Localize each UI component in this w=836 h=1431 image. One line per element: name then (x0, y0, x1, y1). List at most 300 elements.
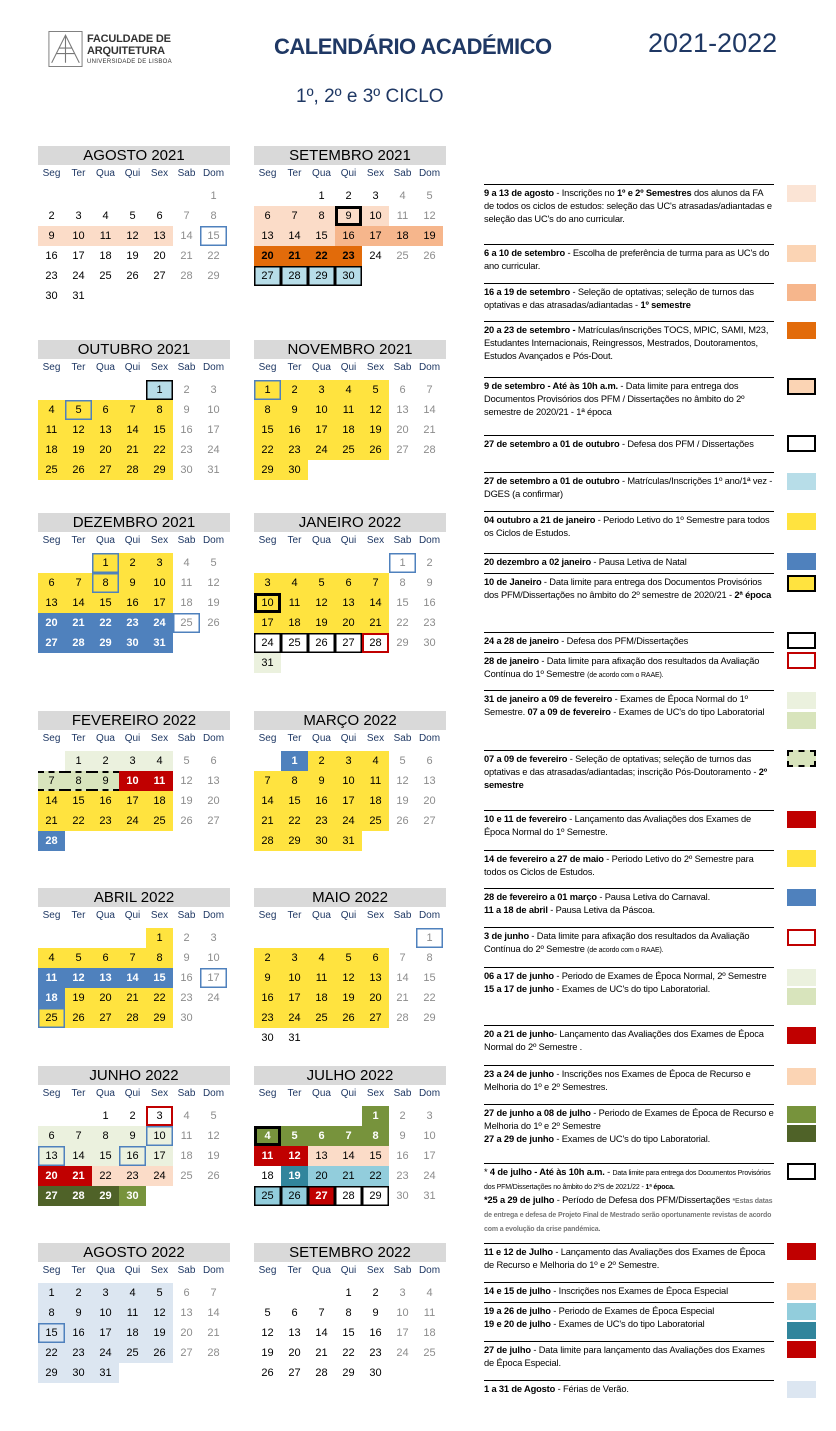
week-row (254, 553, 446, 573)
week-row (38, 928, 230, 948)
day-cell: 28 (119, 1008, 146, 1028)
day-cell: 12 (423, 210, 436, 222)
day-cell: 9 (119, 573, 146, 593)
day-cell: 8 (399, 577, 406, 589)
day-cell: 22 (396, 617, 409, 629)
week-row (254, 988, 446, 1008)
event-item: 31 de janeiro a 09 de fevereiro - Exames de Época Normal do 1º Semestre. 07 a 09 de fevereiro - Exames de UC's do tipo Laboratorial (484, 690, 774, 719)
week-row (38, 266, 230, 286)
day-cell: 3 (146, 1106, 173, 1126)
academic-year: 2021-2022 (648, 28, 778, 58)
day-cell: 2 (426, 557, 433, 569)
week-row (254, 1323, 446, 1343)
day-cell: 17 (254, 613, 281, 633)
legend-swatch (787, 1381, 816, 1398)
day-cell: 5 (362, 380, 389, 400)
day-cell: 26 (146, 1343, 173, 1363)
day-cell: 14 (65, 1146, 92, 1166)
weekday-label: Qua (96, 168, 115, 179)
weekday-label: Sab (393, 1088, 412, 1099)
day-cell: 27 (308, 1186, 335, 1206)
day-cell: 1 (92, 553, 119, 573)
weekday-label: Sab (177, 1088, 196, 1099)
weekday-label: Qua (96, 733, 115, 744)
day-cell: 13 (254, 226, 281, 246)
logo-line2: UNIVERSIDADE DE LISBOA (86, 59, 172, 65)
day-cell: 12 (180, 775, 193, 787)
week-row (38, 593, 230, 613)
day-cell: 25 (281, 633, 308, 653)
empty-cell (335, 460, 362, 480)
weekday-label: Qui (124, 535, 141, 546)
day-cell: 26 (335, 1008, 362, 1028)
day-cell: 29 (342, 1367, 355, 1379)
month-calendar (254, 146, 446, 286)
weekday-label: Seg (42, 733, 61, 744)
day-cell: 17 (423, 1150, 436, 1162)
week-row (38, 988, 230, 1008)
day-cell: 4 (146, 751, 173, 771)
day-cell: 1 (65, 751, 92, 771)
legend-swatch (787, 513, 816, 530)
day-cell: 30 (396, 1190, 409, 1202)
week-row (38, 948, 230, 968)
weekday-label: Qui (340, 1265, 357, 1276)
day-cell: 24 (254, 633, 281, 653)
day-cell: 20 (396, 424, 409, 436)
weekday-label: Dom (418, 1265, 441, 1276)
weekday-label: Sex (366, 168, 385, 179)
day-cell: 5 (399, 755, 406, 767)
week-row (38, 1166, 230, 1186)
day-cell: 22 (92, 1166, 119, 1186)
day-cell: 21 (180, 250, 193, 262)
weekday-label: Qui (340, 168, 357, 179)
empty-cell (146, 1186, 173, 1206)
empty-cell (281, 1283, 308, 1303)
day-cell: 29 (362, 1186, 389, 1206)
weekday-label: Sex (150, 1265, 169, 1276)
day-cell: 11 (92, 226, 119, 246)
day-cell: 17 (308, 420, 335, 440)
day-cell: 25 (254, 1186, 281, 1206)
day-cell: 21 (119, 988, 146, 1008)
day-cell: 1 (281, 751, 308, 771)
day-cell: 18 (308, 988, 335, 1008)
day-cell: 18 (281, 613, 308, 633)
day-cell: 13 (180, 1307, 193, 1319)
empty-cell (389, 1028, 416, 1048)
empty-cell (65, 831, 92, 851)
empty-cell (38, 553, 65, 573)
month-title: JUNHO 2022 (38, 1066, 230, 1085)
day-cell: 16 (308, 791, 335, 811)
day-cell: 8 (254, 400, 281, 420)
day-cell: 4 (38, 400, 65, 420)
day-cell: 13 (396, 404, 409, 416)
day-cell: 3 (335, 751, 362, 771)
page-title: CALENDÁRIO ACADÉMICO (274, 34, 552, 59)
empty-cell (173, 186, 200, 206)
day-cell: 24 (423, 1170, 436, 1182)
day-cell: 21 (65, 1166, 92, 1186)
day-cell: 1 (345, 1287, 352, 1299)
weekday-label: Dom (418, 362, 441, 373)
legend-swatch (787, 1341, 816, 1358)
day-cell: 21 (65, 613, 92, 633)
day-cell: 22 (38, 1343, 65, 1363)
day-cell: 7 (318, 1307, 325, 1319)
weekday-header (38, 534, 230, 553)
empty-cell (362, 831, 389, 851)
empty-cell (119, 286, 146, 306)
day-cell: 29 (146, 1008, 173, 1028)
event-item: 10 de Janeiro - Data limite para entrega dos Documentos Provisórios dos PFM/Dissertações no âmbito do 2º semestre de 2020/21 - 2ª época (484, 573, 774, 602)
weekday-header (38, 1087, 230, 1106)
weekday-label: Ter (287, 733, 302, 744)
empty-cell (65, 553, 92, 573)
week-row (254, 1126, 446, 1146)
day-cell: 30 (369, 1367, 382, 1379)
day-cell: 23 (65, 1343, 92, 1363)
weekday-label: Ter (71, 1088, 86, 1099)
weekday-header (254, 534, 446, 553)
week-row (254, 593, 446, 613)
week-row (254, 573, 446, 593)
weekday-label: Sex (150, 362, 169, 373)
day-cell: 3 (372, 190, 379, 202)
day-cell: 4 (426, 1287, 433, 1299)
day-cell: 30 (45, 290, 58, 302)
day-cell: 27 (180, 1347, 193, 1359)
day-cell: 12 (119, 226, 146, 246)
day-cell: 11 (254, 1146, 281, 1166)
day-cell: 24 (207, 444, 220, 456)
weekday-label: Qua (96, 535, 115, 546)
week-row (38, 186, 230, 206)
week-row (254, 186, 446, 206)
legend-swatch (787, 435, 816, 452)
weekday-label: Dom (202, 733, 225, 744)
day-cell: 31 (146, 633, 173, 653)
weekday-label: Qua (312, 910, 331, 921)
legend-swatch (787, 1106, 816, 1123)
day-cell: 10 (146, 573, 173, 593)
empty-cell (254, 1106, 281, 1126)
weekday-label: Sab (393, 910, 412, 921)
empty-cell (92, 831, 119, 851)
day-cell: 20 (423, 795, 436, 807)
weekday-label: Ter (287, 535, 302, 546)
day-cell: 27 (335, 633, 362, 653)
day-cell: 14 (119, 968, 146, 988)
week-row (38, 206, 230, 226)
legend-swatch (787, 1303, 816, 1320)
day-cell: 11 (119, 1303, 146, 1323)
month-calendar (38, 711, 230, 851)
day-cell: 3 (119, 751, 146, 771)
empty-cell (308, 653, 335, 673)
day-cell: 16 (335, 226, 362, 246)
empty-cell (281, 653, 308, 673)
day-cell: 23 (308, 811, 335, 831)
day-cell: 5 (426, 190, 433, 202)
week-row (38, 1283, 230, 1303)
empty-cell (92, 186, 119, 206)
empty-cell (173, 1363, 200, 1383)
event-item: 16 a 19 de setembro - Seleção de optativas; seleção de turnos das optativas e das atrasadas/adiantadas - 1º semestre (484, 283, 774, 312)
week-row (254, 633, 446, 653)
day-cell: 4 (335, 380, 362, 400)
empty-cell (38, 186, 65, 206)
empty-cell (200, 1363, 227, 1383)
day-cell: 31 (335, 831, 362, 851)
week-row (38, 1323, 230, 1343)
week-row (254, 400, 446, 420)
week-row (38, 831, 230, 851)
weekday-label: Seg (42, 535, 61, 546)
empty-cell (335, 1028, 362, 1048)
day-cell: 18 (38, 440, 65, 460)
day-cell: 27 (288, 1367, 301, 1379)
legend-swatch (787, 988, 816, 1005)
empty-cell (146, 1363, 173, 1383)
day-cell: 26 (126, 270, 139, 282)
day-cell: 26 (261, 1367, 274, 1379)
day-cell: 19 (126, 250, 139, 262)
day-cell: 26 (308, 633, 335, 653)
weekday-label: Dom (202, 910, 225, 921)
weekday-header (38, 909, 230, 928)
month-calendar (38, 340, 230, 480)
day-cell: 11 (308, 968, 335, 988)
empty-cell (173, 286, 200, 306)
week-row (254, 1303, 446, 1323)
day-cell: 24 (207, 992, 220, 1004)
week-row (38, 791, 230, 811)
day-cell: 13 (92, 968, 119, 988)
day-cell: 20 (254, 246, 281, 266)
day-cell: 12 (207, 1130, 220, 1142)
weekday-label: Sab (393, 168, 412, 179)
day-cell: 19 (281, 1166, 308, 1186)
empty-cell (335, 928, 362, 948)
day-cell: 7 (119, 400, 146, 420)
month-calendar (254, 513, 446, 673)
day-cell: 27 (92, 460, 119, 480)
weekday-label: Qua (312, 1088, 331, 1099)
month-title: AGOSTO 2021 (38, 146, 230, 165)
weekday-label: Sab (177, 535, 196, 546)
day-cell: 16 (65, 1323, 92, 1343)
day-cell: 27 (396, 444, 409, 456)
day-cell: 2 (119, 553, 146, 573)
day-cell: 16 (396, 1150, 409, 1162)
weekday-header (38, 361, 230, 380)
day-cell: 15 (423, 972, 436, 984)
weekday-label: Qua (312, 168, 331, 179)
day-cell: 9 (38, 226, 65, 246)
day-cell: 11 (180, 1130, 193, 1142)
day-cell: 1 (416, 928, 443, 948)
day-cell: 19 (335, 988, 362, 1008)
weekday-label: Sex (150, 168, 169, 179)
week-row (38, 771, 230, 791)
empty-cell (335, 1106, 362, 1126)
legend-swatch (787, 1125, 816, 1142)
week-row (254, 1283, 446, 1303)
event-item: 27 de junho a 08 de julho - Periodo de Exames de Época de Recurso e Melhoria do 1º e 2º Semestre 27 a 29 de junho - Exames de UC's do tipo Laboratorial. (484, 1104, 774, 1146)
day-cell: 21 (423, 424, 436, 436)
day-cell: 1 (146, 380, 173, 400)
month-calendar (38, 146, 230, 306)
weekday-label: Seg (42, 910, 61, 921)
weekday-label: Sab (177, 910, 196, 921)
week-row (254, 968, 446, 988)
day-cell: 23 (119, 1166, 146, 1186)
empty-cell (200, 831, 227, 851)
weekday-label: Dom (202, 1088, 225, 1099)
day-cell: 30 (180, 464, 193, 476)
day-cell: 23 (119, 613, 146, 633)
day-cell: 11 (38, 968, 65, 988)
event-item: 27 de julho - Data limite para lançamento das Avaliações dos Exames de Época Especial. (484, 1341, 774, 1370)
day-cell: 24 (72, 270, 85, 282)
day-cell: 28 (315, 1367, 328, 1379)
day-cell: 4 (183, 557, 190, 569)
day-cell: 5 (65, 948, 92, 968)
day-cell: 5 (146, 1283, 173, 1303)
day-cell: 6 (291, 1307, 298, 1319)
day-cell: 15 (146, 420, 173, 440)
day-cell: 29 (308, 266, 335, 286)
empty-cell (173, 1186, 200, 1206)
day-cell: 18 (146, 791, 173, 811)
day-cell: 28 (362, 633, 389, 653)
day-cell: 5 (210, 557, 217, 569)
day-cell: 29 (423, 1012, 436, 1024)
day-cell: 16 (119, 1146, 146, 1166)
day-cell: 20 (92, 988, 119, 1008)
day-cell: 8 (308, 206, 335, 226)
day-cell: 13 (207, 775, 220, 787)
day-cell: 7 (65, 1126, 92, 1146)
day-cell: 20 (92, 440, 119, 460)
day-cell: 25 (362, 811, 389, 831)
event-item: 11 e 12 de Julho - Lançamento das Avaliações dos Exames de Época de Recurso e Melhoria do 1º e 2º Semestre. (484, 1243, 774, 1272)
legend-swatch (787, 632, 816, 649)
week-row (38, 968, 230, 988)
weekday-label: Seg (258, 535, 277, 546)
week-row (254, 266, 446, 286)
week-row (38, 460, 230, 480)
day-cell: 16 (180, 972, 193, 984)
day-cell: 20 (335, 613, 362, 633)
day-cell: 11 (396, 210, 409, 222)
day-cell: 13 (362, 968, 389, 988)
event-item: 14 de fevereiro a 27 de maio - Periodo Letivo do 2º Semestre para todos os Ciclos de Estudos. (484, 850, 774, 879)
weekday-header (254, 1264, 446, 1283)
weekday-label: Seg (258, 362, 277, 373)
legend-swatch (787, 245, 816, 262)
day-cell: 24 (396, 1347, 409, 1359)
week-row (254, 1343, 446, 1363)
day-cell: 5 (281, 1126, 308, 1146)
day-cell: 6 (92, 400, 119, 420)
day-cell: 24 (335, 811, 362, 831)
day-cell: 19 (207, 597, 220, 609)
month-title: OUTUBRO 2021 (38, 340, 230, 359)
day-cell: 14 (38, 791, 65, 811)
day-cell: 14 (254, 791, 281, 811)
empty-cell (200, 1008, 227, 1028)
week-row (254, 380, 446, 400)
weekday-label: Seg (42, 1265, 61, 1276)
day-cell: 22 (254, 440, 281, 460)
faculty-logo-icon (48, 28, 83, 70)
day-cell: 4 (254, 1126, 281, 1146)
day-cell: 15 (146, 968, 173, 988)
day-cell: 16 (92, 791, 119, 811)
day-cell: 14 (315, 1327, 328, 1339)
day-cell: 9 (65, 1303, 92, 1323)
week-row (38, 811, 230, 831)
empty-cell (389, 1363, 416, 1383)
day-cell: 11 (423, 1307, 436, 1319)
day-cell: 1 (254, 380, 281, 400)
day-cell: 22 (146, 988, 173, 1008)
day-cell: 5 (210, 1110, 217, 1122)
day-cell: 13 (288, 1327, 301, 1339)
day-cell: 13 (308, 1146, 335, 1166)
legend-swatch (787, 929, 816, 946)
empty-cell (416, 460, 443, 480)
day-cell: 3 (146, 553, 173, 573)
empty-cell (92, 928, 119, 948)
day-cell: 29 (38, 1363, 65, 1383)
empty-cell (65, 380, 92, 400)
day-cell: 31 (288, 1032, 301, 1044)
month-title: AGOSTO 2022 (38, 1243, 230, 1262)
day-cell: 29 (92, 1186, 119, 1206)
empty-cell (362, 653, 389, 673)
empty-cell (119, 928, 146, 948)
day-cell: 18 (38, 988, 65, 1008)
day-cell: 21 (362, 613, 389, 633)
day-cell: 29 (92, 633, 119, 653)
weekday-header (254, 1087, 446, 1106)
weekday-label: Sex (366, 733, 385, 744)
day-cell: 2 (183, 384, 190, 396)
day-cell: 12 (308, 593, 335, 613)
empty-cell (281, 553, 308, 573)
day-cell: 15 (92, 593, 119, 613)
day-cell: 15 (254, 420, 281, 440)
day-cell: 30 (119, 633, 146, 653)
day-cell: 22 (281, 811, 308, 831)
day-cell: 26 (281, 1186, 308, 1206)
day-cell: 7 (183, 210, 190, 222)
day-cell: 7 (254, 771, 281, 791)
day-cell: 23 (45, 270, 58, 282)
day-cell: 13 (146, 226, 173, 246)
day-cell: 16 (423, 597, 436, 609)
empty-cell (335, 553, 362, 573)
day-cell: 27 (423, 815, 436, 827)
day-cell: 27 (254, 266, 281, 286)
empty-cell (119, 831, 146, 851)
day-cell: 5 (65, 400, 92, 420)
